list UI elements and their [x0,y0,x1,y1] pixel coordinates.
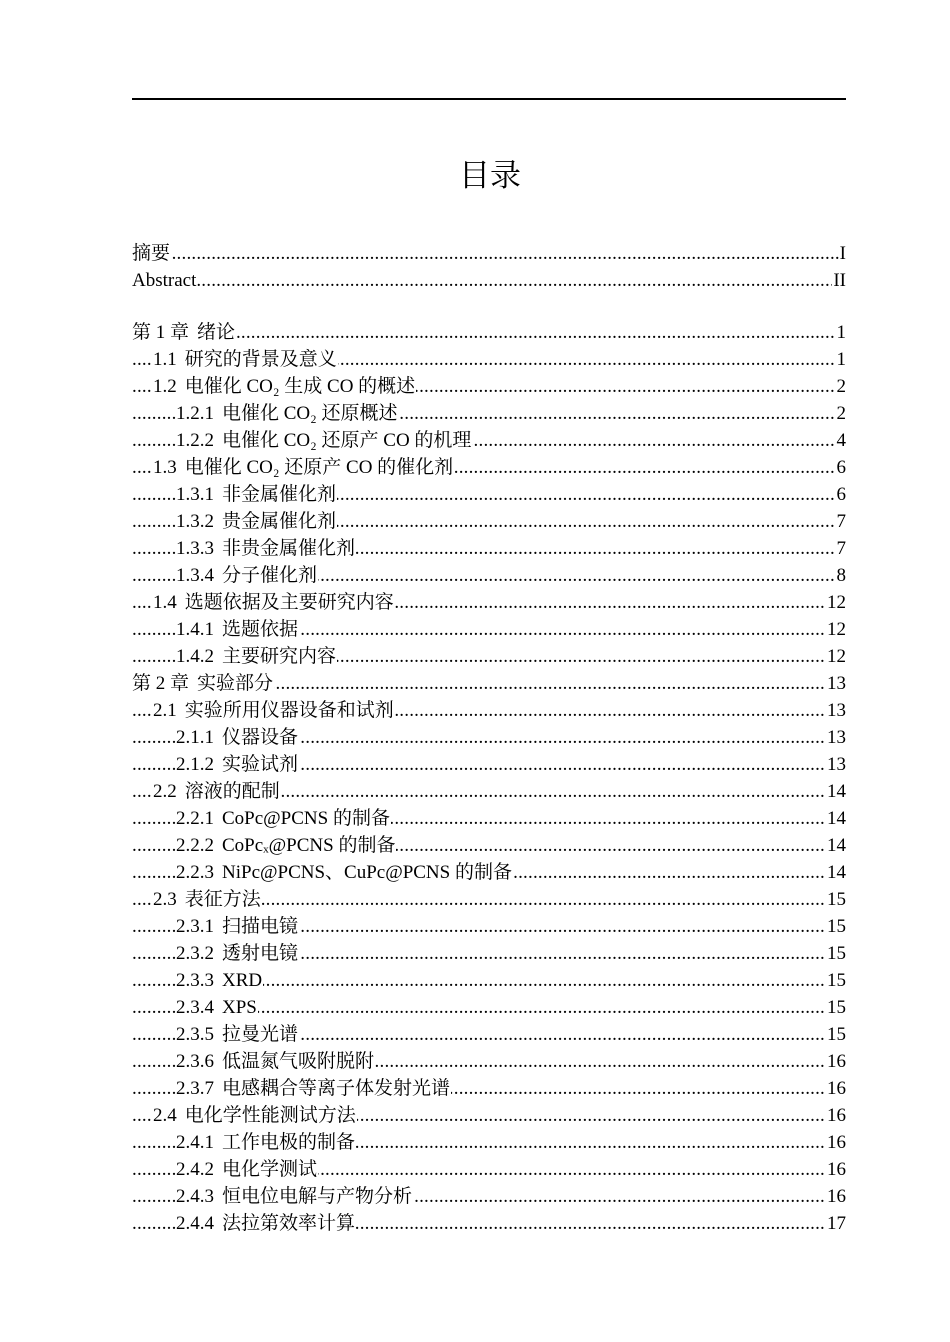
toc-entry[interactable] [132,697,846,724]
toc-entry[interactable] [132,1183,846,1210]
toc-entry-text: 贵金属催化剂 [222,511,337,532]
toc-entry-text: 主要研究内容 [222,646,337,667]
toc-entry-number: 2.1.2 [176,754,214,775]
toc-entry[interactable] [132,427,846,454]
toc-entry-number: 2.3.6 [176,1051,214,1072]
toc-entry-text: 电催化 CO₂ 生成 CO 的概述 [184,376,416,397]
toc-entry-number: 1.3.4 [176,565,214,586]
toc-entry-title [176,1213,356,1234]
toc-entry-title [153,457,454,478]
toc-entry-page: 12 [826,589,846,616]
toc-entry-text: 实验试剂 [222,754,299,775]
toc-entry-title [176,916,299,937]
toc-entry-title [176,430,472,451]
toc-entry-number: 1.4.1 [176,619,214,640]
toc-entry[interactable] [132,400,846,427]
toc-entry-number: 1.3.3 [176,538,214,559]
toc-entry-title [176,835,396,856]
toc-entry-page: 14 [826,778,846,805]
toc-entry-number: 2.4.2 [176,1159,214,1180]
toc-entry-title [132,322,236,343]
toc-entry-page: 8 [836,562,847,589]
toc-entry-number: 2.3.7 [176,1078,214,1099]
toc-entry[interactable] [132,940,846,967]
toc-entry-text: 电催化 CO₂ 还原概述 [222,403,398,424]
toc-entry[interactable] [132,346,846,373]
toc-entry-number: 2.2 [153,781,177,802]
toc-entry-title [176,1186,413,1207]
toc-entry-number: 2.1.1 [176,727,214,748]
toc-entry-page: 14 [826,805,846,832]
toc-entry-text: 电催化 CO₂ 还原产 CO 的催化剂 [184,457,454,478]
toc-entry-title [153,781,281,802]
toc-entry-number: 第 1 章 [132,322,190,343]
toc-entry[interactable] [132,1048,846,1075]
toc-entry-title [176,997,258,1018]
table-of-contents [132,240,846,1237]
toc-entry-title [132,270,197,291]
toc-entry-text: 仪器设备 [222,727,299,748]
toc-entry-page: 16 [826,1048,846,1075]
toc-entry-title [176,1051,375,1072]
toc-entry[interactable] [132,481,846,508]
toc-entry[interactable] [132,454,846,481]
toc-entry-text: 选题依据及主要研究内容 [184,592,394,613]
toc-entry-number: 1.4.2 [176,646,214,667]
toc-entry-number: 1.3.2 [176,511,214,532]
toc-entry-title [153,889,262,910]
toc-entry-text: CoPc@PCNS 的制备 [222,808,390,829]
toc-entry-text: 电化学性能测试方法 [184,1105,356,1126]
toc-entry-title [176,484,337,505]
toc-entry-page: 1 [836,319,847,346]
toc-entry-text: 实验部分 [197,673,274,694]
toc-entry-page: 6 [836,481,847,508]
toc-entry-number: 第 2 章 [132,673,190,694]
toc-entry-number: 2.1 [153,700,177,721]
toc-entry-title [132,673,274,694]
toc-entry-text: XPS [222,997,257,1018]
toc-entry-number: 2.2.1 [176,808,214,829]
toc-entry[interactable] [132,1210,846,1237]
toc-entry-text: 实验所用仪器设备和试剂 [184,700,394,721]
toc-entry-page: 14 [826,859,846,886]
toc-entry-page: 13 [826,751,846,778]
toc-entry-text: CoPcₓ@PCNS 的制备 [222,835,396,856]
toc-entry-page: 16 [826,1156,846,1183]
toc-entry-title [176,1024,299,1045]
toc-entry-number: 2.3.5 [176,1024,214,1045]
toc-entry-title [176,727,299,748]
toc-entry-page: 17 [826,1210,846,1237]
toc-entry-number: 1.2.2 [176,430,214,451]
toc-entry-page: 2 [836,373,847,400]
header-rule [132,98,846,100]
toc-entry[interactable] [132,1021,846,1048]
toc-entry-number: 2.3.2 [176,943,214,964]
toc-entry-page: 13 [826,724,846,751]
toc-entry-text: 非贵金属催化剂 [222,538,356,559]
toc-entry-page: 7 [836,535,847,562]
toc-entry-text: 工作电极的制备 [222,1132,356,1153]
toc-entry-page: 13 [826,697,846,724]
toc-entry-title [176,1078,451,1099]
toc-entry-text: 拉曼光谱 [222,1024,299,1045]
toc-entry-title [176,754,299,775]
toc-entry[interactable] [132,643,846,670]
toc-entry-number: 1.3 [153,457,177,478]
toc-entry[interactable] [132,670,846,697]
toc-entry[interactable] [132,535,846,562]
toc-entry[interactable] [132,319,846,346]
toc-entry[interactable] [132,859,846,886]
toc-entry-text: 溶液的配制 [184,781,280,802]
toc-entry[interactable] [132,886,846,913]
toc-entry-text: 非金属催化剂 [222,484,337,505]
toc-entry-title [176,511,337,532]
toc-entry-title [176,1132,356,1153]
toc-entry-page: 15 [826,967,846,994]
toc-entry-number: 1.2.1 [176,403,214,424]
toc-entry[interactable] [132,994,846,1021]
toc-entry[interactable] [132,967,846,994]
toc-entry-text: 电催化 CO₂ 还原产 CO 的机理 [222,430,472,451]
toc-entry-title [176,538,356,559]
toc-entry-page: 12 [826,643,846,670]
toc-entry-page: 15 [826,886,846,913]
toc-entry-title [176,808,391,829]
toc-entry[interactable] [132,805,846,832]
toc-entry-number: 2.3.1 [176,916,214,937]
toc-entry-text: 分子催化剂 [222,565,318,586]
toc-entry-number: 1.2 [153,376,177,397]
toc-entry-page: 15 [826,913,846,940]
toc-entry-title [153,700,395,721]
toc-entry-page: 2 [836,400,847,427]
toc-entry[interactable] [132,724,846,751]
toc-entry-title [176,646,337,667]
toc-entry-title [153,349,338,370]
toc-entry-title [153,592,395,613]
toc-entry-page: 14 [826,832,846,859]
toc-entry-number: 2.4.4 [176,1213,214,1234]
toc-entry-number: 2.3 [153,889,177,910]
toc-entry-page: 13 [826,670,846,697]
toc-entry-title [176,943,299,964]
toc-entry-number: 2.2.3 [176,862,214,883]
toc-entry-text: NiPc@PCNS、CuPc@PCNS 的制备 [222,862,512,883]
toc-entry-text: 选题依据 [222,619,299,640]
toc-entry[interactable] [132,751,846,778]
toc-entry[interactable] [132,267,846,294]
toc-entry-text: 电化学测试 [222,1159,318,1180]
toc-entry-number: 2.3.4 [176,997,214,1018]
toc-entry[interactable] [132,373,846,400]
toc-entry-number: 2.3.3 [176,970,214,991]
toc-entry-title [176,1159,318,1180]
toc-entry[interactable] [132,1156,846,1183]
toc-entry[interactable] [132,508,846,535]
toc-entry-page: II [832,267,846,294]
toc-entry-number: 2.4.3 [176,1186,214,1207]
toc-entry-text: 恒电位电解与产物分析 [222,1186,413,1207]
toc-entry[interactable] [132,778,846,805]
toc-entry-text: 表征方法 [184,889,261,910]
toc-entry-page: 15 [826,994,846,1021]
toc-entry-number: 1.3.1 [176,484,214,505]
toc-entry-page: 16 [826,1129,846,1156]
toc-entry-page: 16 [826,1183,846,1210]
toc-entry-page: 15 [826,1021,846,1048]
toc-entry[interactable] [132,1102,846,1129]
toc-entry-text: 扫描电镜 [222,916,299,937]
toc-entry-text: XRD [222,970,263,991]
toc-entry-title [132,243,171,264]
toc-entry-number: 2.2.2 [176,835,214,856]
toc-entry-title [153,1105,357,1126]
toc-entry-text: 透射电镜 [222,943,299,964]
toc-entry-text: 低温氮气吸附脱附 [222,1051,375,1072]
toc-entry-title [176,565,318,586]
toc-entry-number: 1.4 [153,592,177,613]
toc-entry-number: 2.4.1 [176,1132,214,1153]
toc-entry-number: 1.1 [153,349,177,370]
toc-entry[interactable] [132,913,846,940]
toc-entry-title [176,619,299,640]
toc-entry[interactable] [132,589,846,616]
toc-entry-page: 7 [836,508,847,535]
toc-entry-number: 2.4 [153,1105,177,1126]
toc-entry[interactable] [132,240,846,267]
toc-entry-page: 4 [836,427,847,454]
toc-entry-page: 6 [836,454,847,481]
toc-entry-title [176,862,513,883]
toc-entry-page: 16 [826,1075,846,1102]
toc-entry-title [153,376,416,397]
toc-entry-text: 电感耦合等离子体发射光谱 [222,1078,451,1099]
toc-entry-title [176,403,399,424]
toc-entry-text: 研究的背景及意义 [184,349,337,370]
toc-entry[interactable] [132,562,846,589]
toc-entry-text: 摘要 [132,243,171,264]
toc-entry-title [176,970,263,991]
toc-entry-text: 法拉第效率计算 [222,1213,356,1234]
toc-entry[interactable] [132,1075,846,1102]
toc-entry-text: Abstract [132,270,197,291]
toc-entry-page: 12 [826,616,846,643]
toc-entry-page: 15 [826,940,846,967]
toc-entry-page: I [839,240,846,267]
toc-entry[interactable] [132,832,846,859]
toc-entry-page: 16 [826,1102,846,1129]
toc-entry[interactable] [132,1129,846,1156]
toc-entry[interactable] [132,616,846,643]
toc-entry-page: 1 [836,346,847,373]
toc-entry-text: 绪论 [197,322,236,343]
page-title: 目录 [459,158,521,194]
